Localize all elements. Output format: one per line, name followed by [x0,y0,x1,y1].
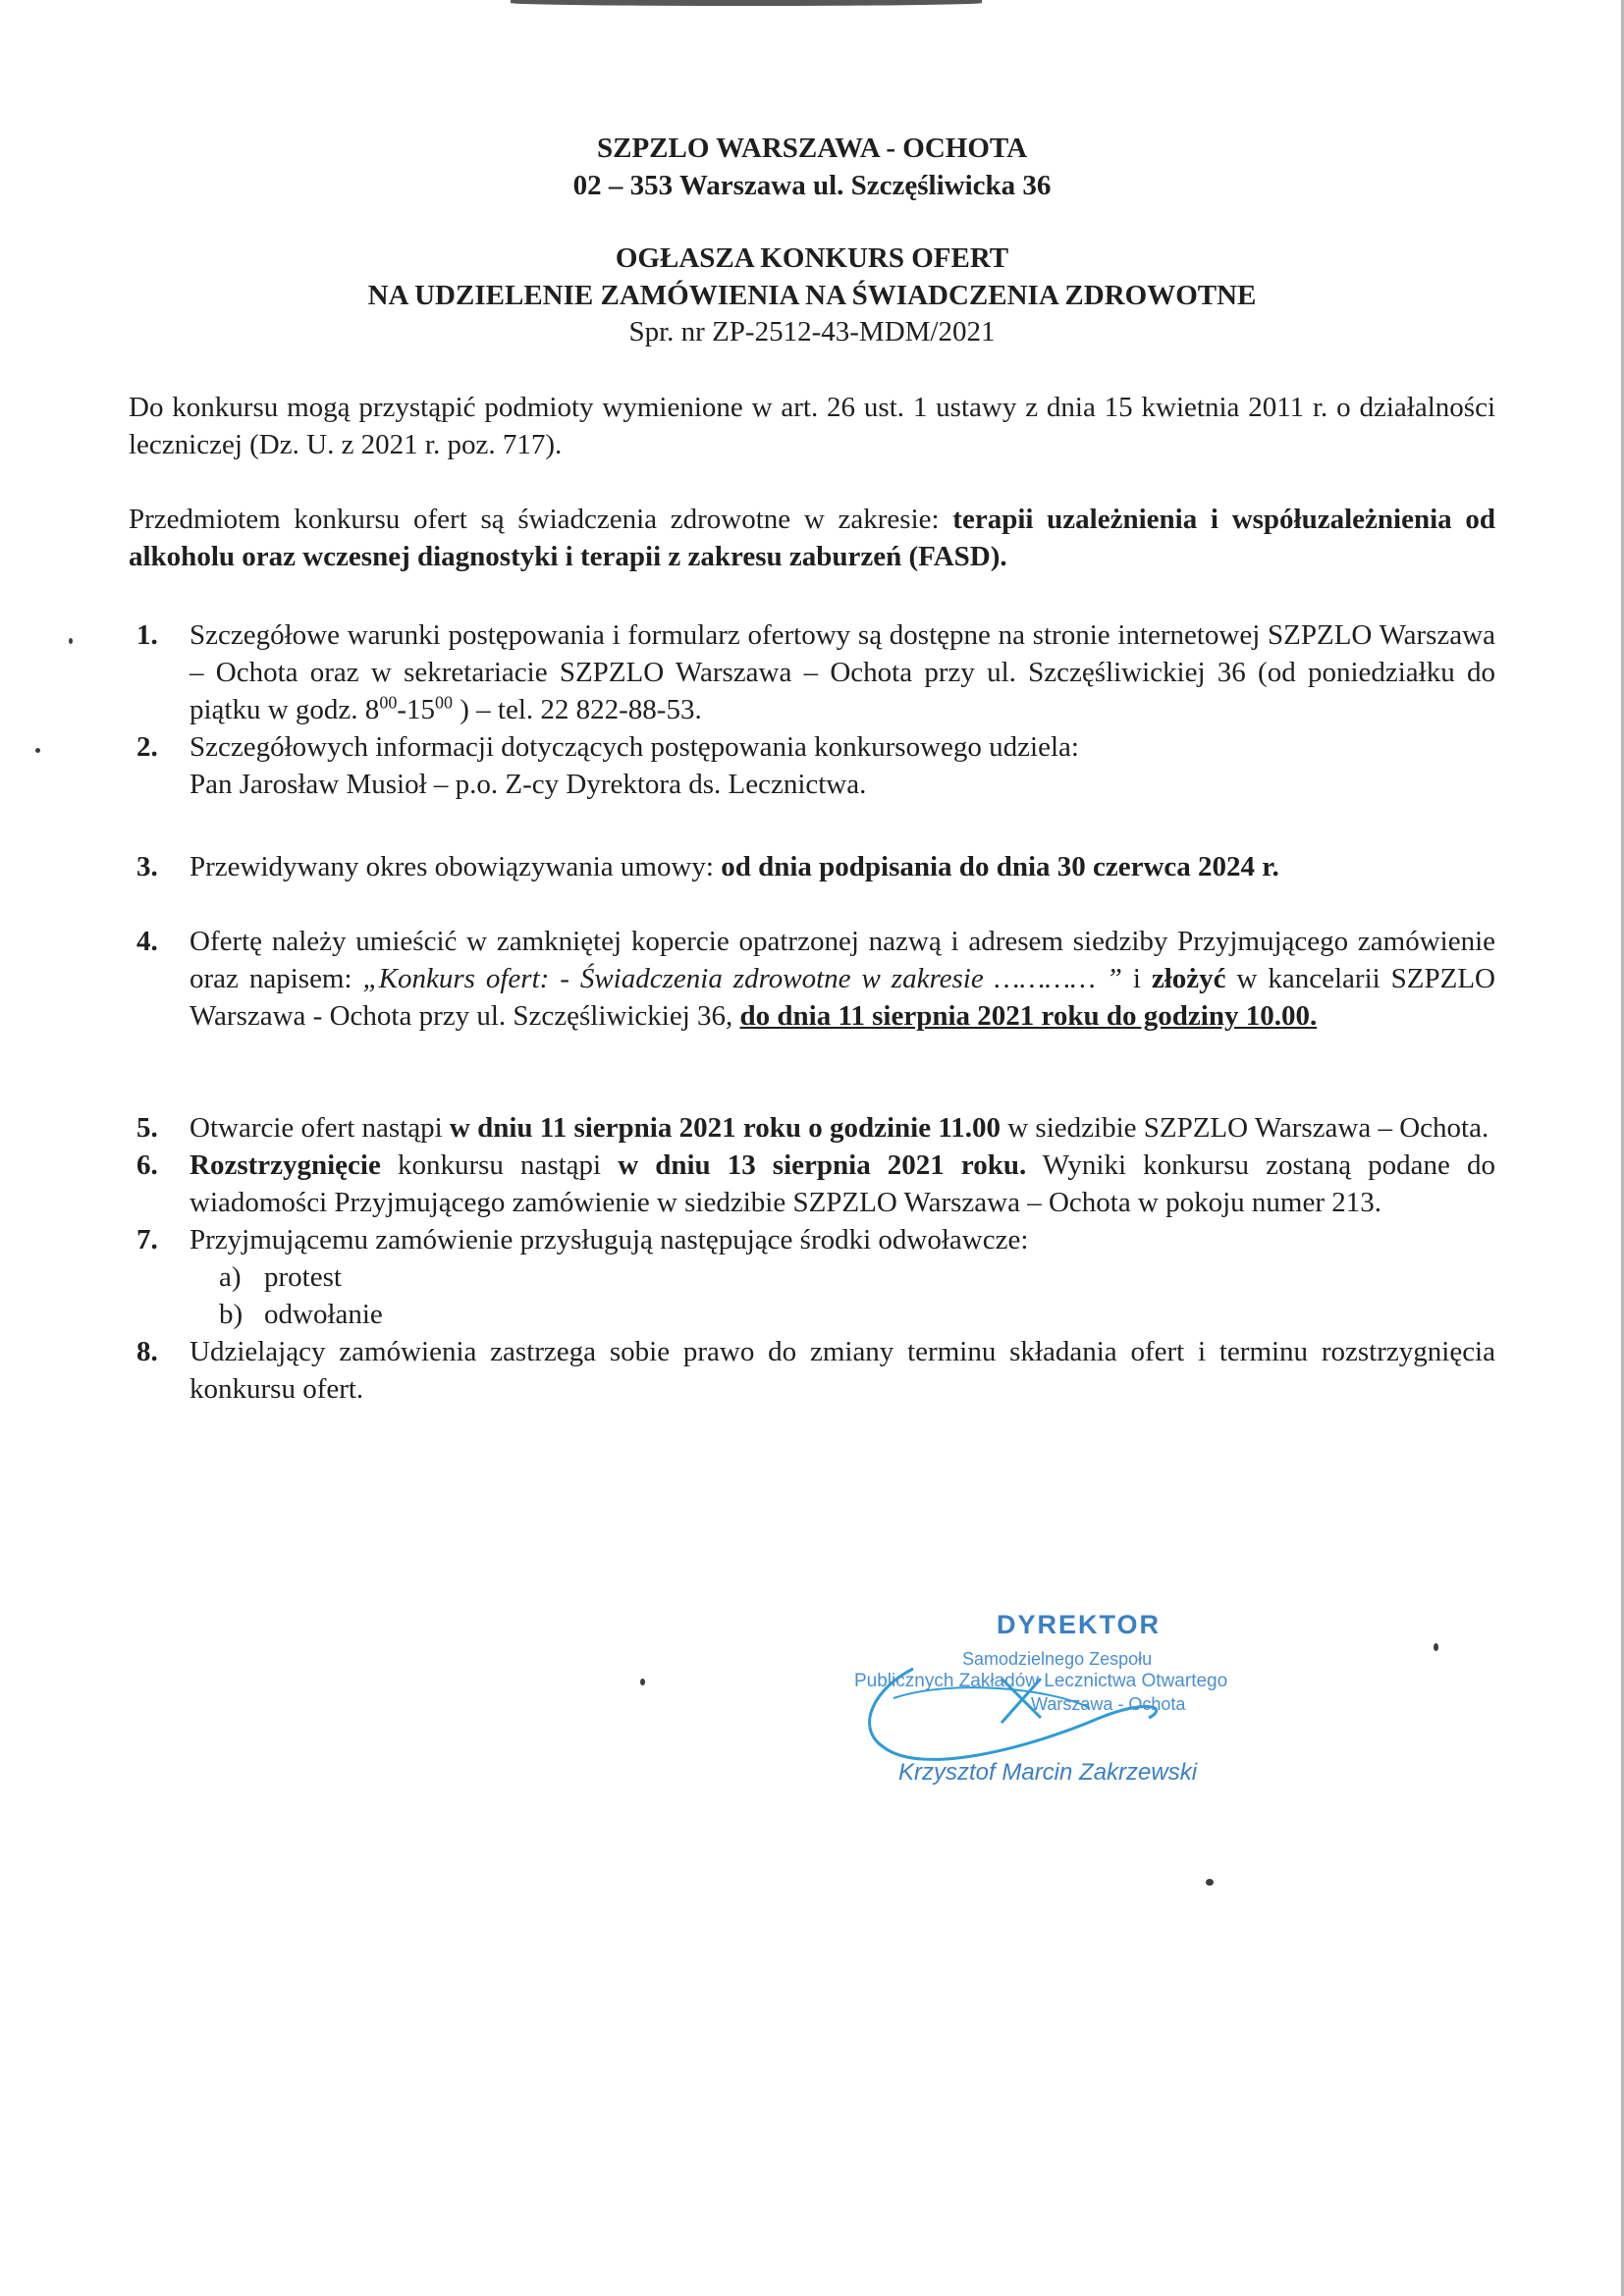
item-number: 3. [136,851,158,882]
item-5-place: w siedzibie SZPZLO Warszawa – Ochota. [1000,1112,1489,1144]
reference-number: Spr. nr ZP-2512-43-MDM/2021 [628,316,996,347]
org-address: 02 – 353 Warszawa ul. Szczęśliwicka 36 [572,170,1052,201]
item-4-text: Ofertę należy umieścić w zamkniętej kopercie opatrzonej nazwą i adresem siedziby Przyjmującego zamówienie oraz napisem: [189,926,1495,994]
item-1-phone: ) – tel. 22 822-88-53. [452,694,702,725]
conditions-list-part-1 [129,616,1495,803]
item-6-keyword: Rozstrzygnięcie [189,1149,381,1181]
sub-item-text: odwołanie [264,1299,383,1330]
intro-paragraph: Do konkursu mogą przystąpić podmioty wymienione w art. 26 ust. 1 ustawy z dnia 15 kwietnia 2011 r. o działalności leczniczej (Dz. U. z 2021 r. poz. 717). [129,392,1495,460]
stamp-line-3: Warszawa - Ochota [1031,1694,1186,1714]
item-8-text: Udzielający zamówienia zastrzega sobie prawo do zmiany terminu składania ofert i terminu rozstrzygnięcia konkursu ofert. [189,1336,1495,1405]
announcement-line-1: OGŁASZA KONKURS OFERT [615,242,1009,274]
stamp-title: DYREKTOR [997,1610,1162,1639]
item-number: 2. [136,731,158,763]
list-item-8 [129,1333,1495,1408]
sub-item-a [219,1258,1495,1296]
list-item-3 [129,848,1495,885]
hour-superscript: 00 [434,692,453,713]
item-number: 4. [136,926,158,957]
director-stamp [854,1610,1306,1816]
list-item-7 [129,1221,1495,1333]
list-item-1 [129,616,1495,728]
hour-end: -15 [397,694,435,725]
item-number: 1. [136,619,158,651]
sub-letter: b) [219,1299,244,1330]
org-name: SZPZLO WARSZAWA - OCHOTA [596,133,1028,164]
item-4-verb: złożyć [1151,963,1226,994]
item-3-text: Przewidywany okres obowiązywania umowy: [189,851,722,882]
item-4-place: w kancelarii SZPZLO Warszawa - Ochota przy ul. Szczęśliwickiej 36, [189,963,1495,1032]
subject-paragraph [129,501,1495,575]
item-number: 8. [136,1336,158,1367]
subject-lead: Przedmiotem konkursu ofert są świadczenia zdrowotne w zakresie: [129,504,953,535]
stamp-line-1: Samodzielnego Zespołu [962,1649,1153,1669]
item-2-text: Szczegółowych informacji dotyczących postępowania konkursowego udziela: [189,731,1079,763]
item-5-text: Otwarcie ofert nastąpi [189,1112,450,1144]
scan-speck [69,638,73,644]
announcement-title [0,240,1624,314]
scan-speck [640,1679,645,1685]
scan-speck [35,748,40,753]
subject-scope: terapii uzależnienia i współuzależnienia od alkoholu oraz wczesnej diagnostyki i terapii z zakresu zaburzeń (FASD). [129,504,1495,572]
item-3-period: od dnia podpisania do dnia 30 czerwca 2024 r. [721,851,1279,882]
item-7-text: Przyjmującemu zamówienie przysługują następujące środki odwoławcze: [189,1224,1029,1255]
sub-item-text: protest [264,1261,342,1293]
item-6-results: Wyniki konkursu zostaną podane do wiadomości Przyjmującego zamówienie w siedzibie SZPZLO Warszawa – Ochota w pokoju numer 213. [189,1149,1495,1218]
item-number: 6. [136,1149,158,1181]
envelope-label: „Konkurs ofert: - Świadczenia zdrowotne w zakresie ………… ” [362,963,1122,994]
appeal-measures-list [189,1258,1495,1333]
item-number: 7. [136,1224,158,1255]
scan-speck [1206,1879,1214,1886]
list-item-2 [129,728,1495,803]
list-item-5 [129,1109,1495,1147]
sub-item-b [219,1296,1495,1333]
conditions-list-part-2 [129,848,1495,885]
conditions-list-part-4 [129,1109,1495,1408]
decision-date: w dniu 13 sierpnia 2021 roku. [618,1149,1027,1181]
conditions-list-part-3 [129,923,1495,1035]
submission-deadline: do dnia 11 sierpnia 2021 roku do godziny 10.00. [739,1000,1318,1032]
item-1-text: Szczegółowe warunki postępowania i formularz ofertowy są dostępne na stronie internetowej SZPZLO Warszawa – Ochota oraz w sekretariacie SZPZLO Warszawa – Ochota przy ul. Szczęśliwickiej 36 (od poniedziałku do piątku w godz. 8 [189,619,1495,725]
organization-header [0,130,1624,204]
item-4-conj: i [1121,963,1152,994]
hour-superscript: 00 [379,692,398,713]
stamp-line-2: Publicznych Zakładów Lecznictwa Otwartego [854,1671,1228,1691]
scan-speck [1434,1643,1438,1651]
list-item-4 [129,923,1495,1035]
item-2-contact: Pan Jarosław Musioł – p.o. Z-cy Dyrektora ds. Lecznictwa. [189,769,867,800]
opening-date: w dniu 11 sierpnia 2021 roku o godzinie 11.00 [449,1112,1001,1144]
sub-letter: a) [219,1261,242,1293]
list-item-6 [129,1147,1495,1221]
director-name: Krzysztof Marcin Zakrzewski [898,1759,1198,1786]
scan-edge-mark [511,0,982,6]
announcement-line-2: NA UDZIELENIE ZAMÓWIENIA NA ŚWIADCZENIA ZDROWOTNE [367,280,1257,311]
item-number: 5. [136,1112,158,1144]
item-6-text: konkursu nastąpi [380,1149,619,1181]
